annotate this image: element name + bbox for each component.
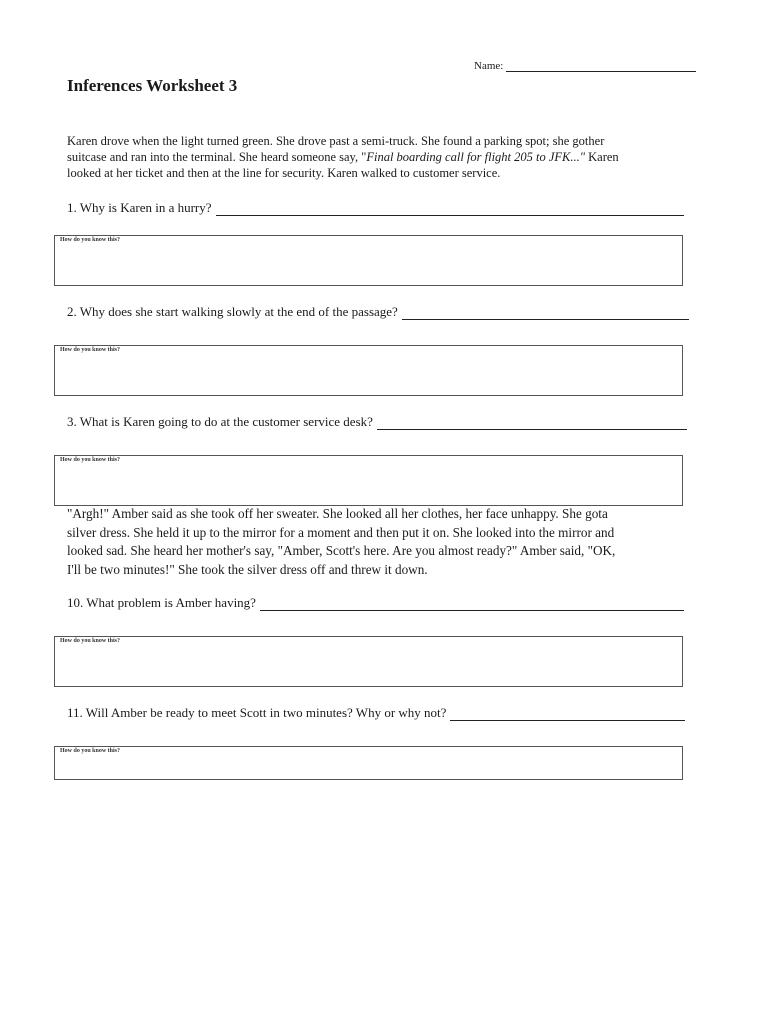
question-10 <box>67 595 684 611</box>
name-label: Name: <box>474 60 504 72</box>
answer-line[interactable] <box>402 306 689 320</box>
question-11 <box>67 705 685 721</box>
question-text: 11. Will Amber be ready to meet Scott in two minutes? Why or why not? <box>67 705 447 720</box>
passage-amber <box>67 505 707 579</box>
box-label: How do you know this? <box>60 347 121 353</box>
explanation-box[interactable] <box>54 345 683 396</box>
name-field[interactable] <box>506 59 696 72</box>
question-1 <box>67 200 684 216</box>
box-label: How do you know this? <box>60 457 121 463</box>
passage-quote: Final boarding call for flight 205 to JFK..." <box>366 150 586 164</box>
question-3 <box>67 414 687 430</box>
box-label: How do you know this? <box>60 638 121 644</box>
passage-line: Karen drove when the light turned green. She drove past a semi-truck. She found a parking spot; she gother <box>67 134 605 148</box>
box-label: How do you know this? <box>60 748 121 754</box>
explanation-box[interactable] <box>54 746 683 780</box>
passage-line: Karen <box>585 150 619 164</box>
question-text: 3. What is Karen going to do at the customer service desk? <box>67 414 373 429</box>
question-text: 2. Why does she start walking slowly at the end of the passage? <box>67 304 398 319</box>
passage-line: I'll be two minutes!" She took the silver dress off and threw it down. <box>67 561 428 577</box>
passage-line: silver dress. She held it up to the mirror for a moment and then put it on. She looked into the mirror and <box>67 524 615 540</box>
page-title: Inferences Worksheet 3 <box>67 76 238 95</box>
answer-line[interactable] <box>216 202 684 216</box>
box-label: How do you know this? <box>60 237 121 243</box>
name-row <box>474 59 696 72</box>
answer-line[interactable] <box>450 707 685 721</box>
passage-karen <box>67 133 697 181</box>
question-text: 1. Why is Karen in a hurry? <box>67 200 212 215</box>
passage-line: suitcase and ran into the terminal. She heard someone say, " <box>67 150 367 164</box>
passage-line: "Argh!" Amber said as she took off her sweater. She looked all her clothes, her face unhappy. She gota <box>67 506 608 521</box>
question-2 <box>67 304 689 320</box>
question-text: 10. What problem is Amber having? <box>67 595 256 610</box>
answer-line[interactable] <box>377 416 687 430</box>
explanation-box[interactable] <box>54 455 683 506</box>
passage-line: looked sad. She heard her mother's say, "Amber, Scott's here. Are you almost ready?" Amber said, "OK, <box>67 543 616 558</box>
explanation-box[interactable] <box>54 636 683 687</box>
explanation-box[interactable] <box>54 235 683 286</box>
answer-line[interactable] <box>260 597 684 611</box>
passage-line: looked at her ticket and then at the line for security. Karen walked to customer service. <box>67 166 501 180</box>
